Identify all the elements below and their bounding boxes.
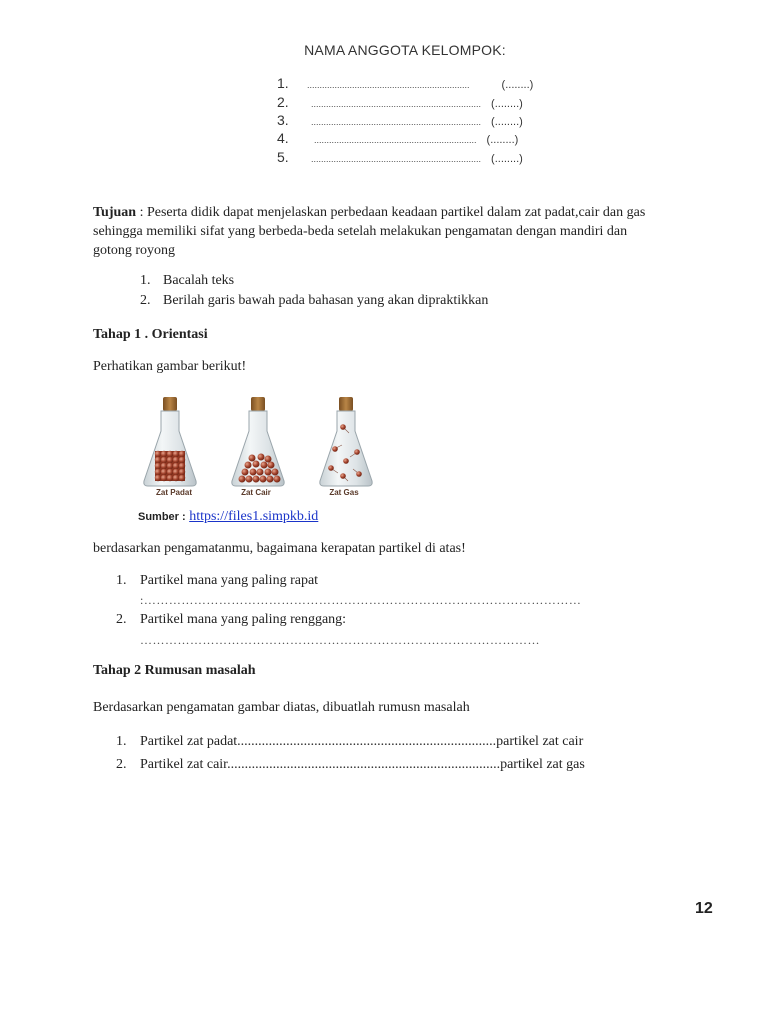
member-name-blank: .................................................................	[307, 80, 470, 90]
member-row-2: 2. .................................................................... (........)	[277, 94, 523, 110]
particles-solid	[155, 451, 185, 481]
instruction-item-2: 2. Berilah garis bawah pada bahasan yang akan dipraktikkan	[140, 293, 489, 308]
problem-item-1: 1. Partikel zat padat..........................................................................partikel zat cair	[116, 734, 584, 749]
cork-icon	[251, 397, 265, 411]
question-item-1: 1. Partikel mana yang paling rapat	[116, 573, 319, 588]
answer-blank-1[interactable]: :……………………………………………………………………………………………	[140, 593, 582, 607]
group-members-title: NAMA ANGGOTA KELOMPOK:	[304, 42, 506, 58]
question-item-2: 2. Partikel mana yang paling renggang:	[116, 612, 347, 627]
page-number: 12	[695, 900, 713, 917]
member-row-1: 1. ................................................................. (........)	[277, 75, 534, 91]
cork-icon	[163, 397, 177, 411]
stage-2-heading: Tahap 2 Rumusan masalah	[93, 663, 256, 678]
objective-label: Tujuan	[93, 205, 137, 220]
objective-text: Peserta didik dapat menjelaskan perbedaan keadaan partikel dalam zat padat,cair dan gas sehingga memiliki sifat yang berbeda-beda setelah melakukan pengamatan dengan mandiri dan gotong royong	[93, 205, 646, 258]
member-name-blank: ....................................................................	[311, 117, 482, 127]
flask-gas	[320, 397, 372, 486]
flask-solid	[144, 397, 196, 486]
source-line	[138, 509, 318, 525]
member-row-5: 5. .................................................................... (........)	[277, 149, 523, 165]
source-link[interactable]: https://files1.simpkb.id	[189, 509, 319, 524]
answer-blank-2[interactable]: ……………………………………………………………………………………	[140, 633, 540, 647]
member-name-blank: ....................................................................	[311, 99, 482, 109]
flask-label-liquid: Zat Cair	[241, 488, 271, 497]
question-intro: berdasarkan pengamatanmu, bagaimana kerapatan partikel di atas!	[93, 541, 466, 556]
member-name-blank: ....................................................................	[311, 154, 482, 164]
instruction-item-1: 1. Bacalah teks	[140, 273, 235, 288]
flask-label-solid: Zat Padat	[155, 488, 192, 497]
member-row-4: 4. ................................................................. (........)	[277, 130, 519, 146]
flasks-svg	[140, 393, 380, 503]
problem-item-2: 2. Partikel zat cair..............................................................................partikel zat gas	[116, 757, 585, 772]
observe-prompt: Perhatikan gambar berikut!	[93, 359, 247, 374]
member-row-3: 3. .................................................................... (........)	[277, 112, 523, 128]
member-name-blank: .................................................................	[314, 135, 477, 145]
source-label: Sumber :	[138, 511, 186, 523]
flask-label-gas: Zat Gas	[329, 488, 359, 497]
states-of-matter-illustration	[140, 393, 380, 503]
problem-prompt: Berdasarkan pengamatan gambar diatas, dibuatlah rumusn masalah	[93, 700, 470, 715]
flask-liquid	[232, 397, 284, 486]
cork-icon	[339, 397, 353, 411]
objective-paragraph: Tujuan : Peserta didik dapat menjelaskan perbedaan keadaan partikel dalam zat padat,cair dan gas sehingga memiliki sifat yang berbeda-beda setelah melakukan pengamatan dengan mandiri dan gotong royong	[93, 205, 646, 258]
stage-1-heading: Tahap 1 . Orientasi	[93, 327, 208, 342]
